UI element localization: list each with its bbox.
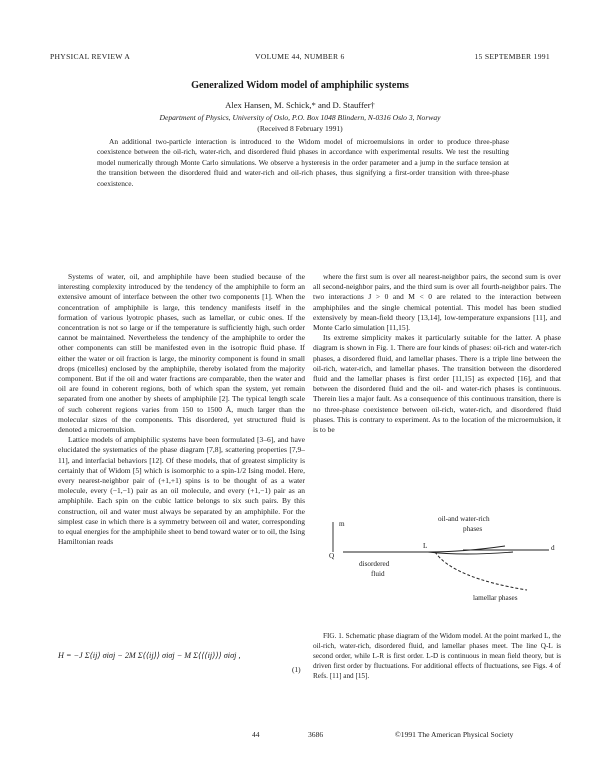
figure-caption: FIG. 1. Schematic phase diagram of the Widom model. At the point marked L, the oil-rich, water-rich, disordered fluid, and lamellar phases meet. The line Q-L is second order, while L-R is first order. L-D is continuous in mean field theory, but is driven first order by fluctuations. For additional effects of fluctuations, see Figs. 4 of Refs. [11] and [15]. — [313, 632, 561, 680]
abstract: An additional two-particle interaction is introduced to the Widom model of microemulsions in order to produce three-phase coexistence between the oil-rich, water-rich, and disordered fluid phases in accordance with experimental results. We test the resulting model numerically through Monte Carlo simulations. We observe a hysteresis in the order parameter and a jump in the surface tension at the transition between the disordered fluid and water-rich and oil-rich phases, thus signifying a first-order transition with three-phase coexistence. — [97, 137, 509, 188]
equation-hamiltonian: H = −J Σ⟨ij⟩ σiσj − 2M Σ⟨⟨ij⟩⟩ σiσj − M Σ⟨⟨⟨ij⟩⟩⟩ σiσj , — [58, 651, 241, 660]
point-L-label: L — [423, 542, 428, 550]
page-number: 3686 — [308, 730, 324, 739]
journal-name: PHYSICAL REVIEW A — [50, 52, 131, 61]
issue-date: 15 SEPTEMBER 1991 — [474, 52, 550, 61]
d-axis-label: d — [551, 544, 555, 552]
phase-diagram-svg — [313, 512, 561, 622]
phases-label: phases — [463, 525, 483, 533]
phase-diagram-figure — [313, 512, 561, 622]
received-date: (Received 8 February 1991) — [257, 124, 343, 133]
lower-phase-boundary — [435, 552, 527, 590]
oilwater-label: oil-and water-rich — [438, 515, 490, 523]
volume-number: VOLUME 44, NUMBER 6 — [255, 52, 345, 61]
m-axis-label: m — [339, 520, 345, 528]
body-paragraph: where the first sum is over all nearest-neighbor pairs, the second sum is over all second-neighbor pairs, and the third sum is over all fourth-neighbor pairs. The two interactions J > 0 and M < 0 are related to the interaction between amphiphiles and the single chemical potential. This model has been studied extensively by mean-field theory [13,14], low-temperature expansions [11], and Monte Carlo simulation [11,15]. — [313, 272, 561, 333]
author-list: Alex Hansen, M. Schick,* and D. Stauffer† — [225, 100, 375, 110]
point-Q-label: Q — [329, 552, 335, 560]
footer-volume: 44 — [252, 730, 260, 739]
copyright: ©1991 The American Physical Society — [395, 730, 514, 739]
body-paragraph: Systems of water, oil, and amphiphile have been studied because of the interesting complexity introduced by the tendency of the amphiphile to form an extensive amount of interface between the other two components [1]. When the concentration of amphiphile is large, this tendency manifests itself in the formation of various lyotropic phases, such as lamellar, or cubic ones. If the concentration is not so large or if the temperature is sufficiently high, such order cannot be maintained. Nevertheless the tendency of the amphiphile to order the other components can still be manifested even in the isotropic fluid phase. If either the water or oil fraction is large, the minority component is found in small drops (micelles) enclosed by the amphiphile, thereby isolated from the majority component. But if the oil and water fractions are comparable, then the water and oil are found in coherent regions, both of which span the system, yet remain separated from one another by sheets of amphiphile [2]. The typical length scale of such coherent regions varies from 150 to 1500 Å, much larger than the molecular sizes of the components. This disordered, yet structured fluid is denoted a microemulsion. — [58, 272, 305, 435]
body-paragraph: Its extreme simplicity makes it particularly suitable for the latter. A phase diagram is shown in Fig. 1. There are four kinds of phases: oil-rich and water-rich phases, a disordered fluid, and lamellar phases. There is a triple line between the oil-rich, water-rich, and lamellar phases. The transition between the disordered fluid and the lamellar phases is first order [11,15] as expected [16], and that between the disordered fluid and the oil- and water-rich phases is continuous. Therein lies a major fault. As a consequence of this continuous transition, there is no three-phase coexistence between oil-rich, water-rich, and disordered fluid phases. This is contrary to experiment. As to the location of the microemulsion, it is to be — [313, 333, 561, 435]
disordered-label: disordered — [359, 560, 390, 568]
fluid-label: fluid — [371, 570, 385, 578]
equation-number: (1) — [292, 665, 301, 674]
affiliation: Department of Physics, University of Oslo, P.O. Box 1048 Blindern, N-0316 Oslo 3, Norway — [159, 113, 441, 122]
article-title: Generalized Widom model of amphiphilic systems — [191, 80, 409, 91]
left-column — [58, 272, 305, 628]
body-paragraph: Lattice models of amphiphilic systems have been formulated [3–6], and have elucidated the systematics of the phase diagram [7,8], scattering properties [7,9–11], and interfacial behaviors [12]. Of these models, that of greatest simplicity is certainly that of Widom [5] which is isomorphic to a spin-1/2 Ising model. Here, every nearest-neighbor pair of (+1,+1) spins is to be thought of as a water molecule, every (−1,−1) pair as an oil molecule, and every (+1,−1) pair as an amphiphile. Each spin on the cubic lattice belongs to six such pairs. By this construction, oil and water must always be separated by an amphiphile. For the simplest case in which there is a symmetry between oil and water, corresponding to equal energies for the amphiphile sheet to bend toward water or to oil, the Ising Hamiltonian reads — [58, 435, 305, 547]
lamellar-label: lamellar phases — [473, 594, 518, 602]
right-column — [313, 272, 561, 508]
